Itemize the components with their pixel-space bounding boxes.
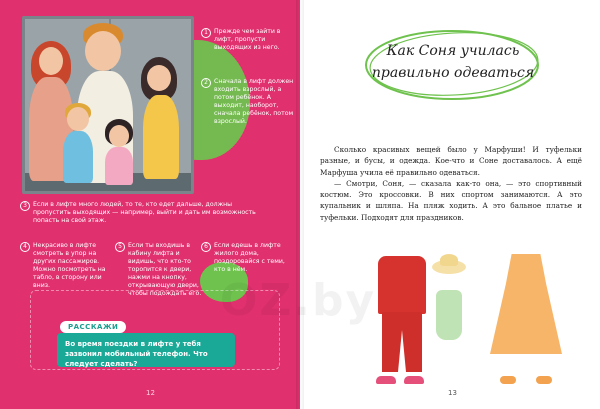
chapter-title-line2: правильно одеваться	[371, 65, 535, 81]
tip-6	[201, 242, 291, 274]
tip-text: Прежде чем зайти в лифт, пропусти выходящих из него.	[214, 28, 281, 51]
sun-hat-crown	[440, 254, 458, 266]
dress-shoe-icon	[536, 376, 552, 384]
tip-number: 3	[20, 201, 30, 211]
boy-head	[67, 107, 89, 131]
chapter-title	[370, 40, 536, 84]
tell-question-box	[57, 333, 235, 367]
boy-figure	[63, 131, 93, 183]
right-page	[300, 0, 600, 409]
elevator-family-illustration	[22, 16, 194, 194]
ball-dress	[490, 254, 562, 354]
small-girl-head	[109, 125, 129, 147]
tip-text: Сначала в лифт должен входить взрослый, а потом ребёнок. А выходит, наоборот, сначала ребёнок, потом взрослый.	[214, 78, 294, 125]
clothing-illustration	[300, 250, 600, 400]
tip-number: 4	[20, 242, 30, 252]
swimsuit	[436, 290, 462, 340]
woman-head	[39, 47, 63, 75]
chapter-title-line1: Как Соня училась	[386, 43, 520, 59]
tracksuit-jacket	[378, 256, 426, 314]
tip-2	[201, 78, 296, 126]
small-girl-figure	[105, 147, 133, 185]
girl-figure	[143, 95, 179, 179]
tip-number: 1	[201, 28, 211, 38]
tip-text: Если в лифте много людей, то те, кто едет дальше, должны пропустить выходящих — например, выйти и дать им возможность попасть на свой этаж.	[33, 201, 256, 224]
tip-number: 5	[115, 242, 125, 252]
tip-text: Если ты входишь в кабину лифта и видишь, что кто-то торопится к двери, нажми на кнопку, открывающую двери, чтобы подождать его.	[128, 242, 202, 297]
story-text	[320, 144, 582, 223]
sneaker-icon	[404, 376, 424, 384]
girl-head	[147, 65, 171, 91]
story-paragraph: Сколько красивых вещей было у Марфуши! И туфельки разные, и бусы, и одежда. Кое-что и Соне доставалось. А ещё Марфуша учила её правильно одеваться.	[320, 145, 582, 177]
tip-number: 2	[201, 78, 211, 88]
tip-text: Если едешь в лифте жилого дома, поздоровайся с теми, кто в нём.	[214, 242, 285, 273]
tell-question: Во время поездки в лифте у тебя зазвонил мобильный телефон. Что следует сделать?	[65, 340, 208, 368]
page-number-right: 13	[448, 389, 457, 397]
book-gutter	[296, 0, 304, 409]
sneaker-icon	[376, 376, 396, 384]
tip-number: 6	[201, 242, 211, 252]
page-number-left: 12	[146, 389, 155, 397]
story-paragraph: — Смотри, Соня, — сказала как-то она, — это спортивный костюм. Это кроссовки. В них спортом занимаются. А это купальник и шляпа. На пляж ходить. А это бальное платье и туфельки. Подходят для праздников.	[320, 178, 582, 222]
man-head	[85, 31, 121, 71]
tracksuit-pants	[382, 312, 422, 372]
dress-shoe-icon	[500, 376, 516, 384]
tip-3	[20, 201, 260, 225]
tip-1	[201, 28, 296, 52]
tip-4	[20, 242, 110, 290]
tip-text: Некрасиво в лифте смотреть в упор на других пассажиров. Можно посмотреть на табло, в сторону или вниз.	[33, 242, 106, 289]
tell-label: РАССКАЖИ	[60, 321, 126, 333]
